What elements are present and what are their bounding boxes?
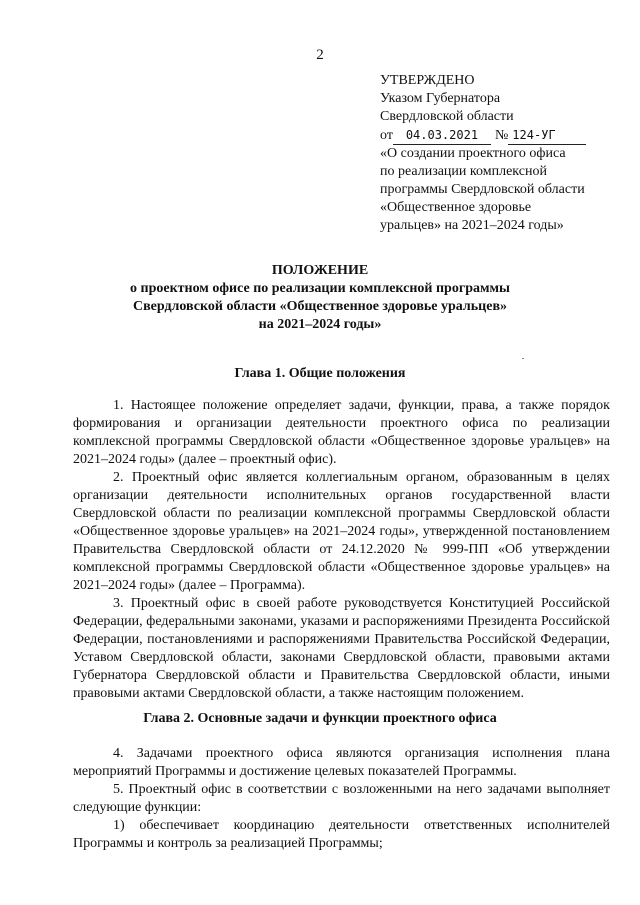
- approval-from-label: от: [380, 128, 393, 143]
- approval-line-1: Указом Губернатора: [380, 91, 501, 106]
- paragraph: 2. Проектный офис является коллегиальным органом, образованным в целях организации деятельности исполнительных органов государственной власти Свердловской области по реализации комплексной программы Свердловской области «Общественное здоровье уральцев» на 2021–2024 годы», утвержденной постановлением Правительства Свердловской области от 24.12.2020 № 999-ПП «Об утверждении комплексной программы Свердловской области «Общественное здоровье уральцев» на 2021–2024 годы» (далее – Программа).: [73, 470, 610, 593]
- paragraph: 1) обеспечивает координацию деятельности ответственных исполнителей Программы и контроль за реализацией Программы;: [73, 818, 610, 851]
- title-main: ПОЛОЖЕНИЕ: [271, 263, 369, 278]
- scan-speck: [522, 358, 524, 359]
- paragraph: 3. Проектный офис в своей работе руководствуется Конституцией Российской Федерации, федеральными законами, указами и распоряжениями Президента Российской Федерации, постановлениями и распоряжениями Правительства Российской Федерации, Уставом Свердловской области, законами Свердловской области, правовыми актами Губернатора Свердловской области и Правительства Свердловской области, иными правовыми актами Свердловской области, а также настоящим положением.: [73, 596, 610, 701]
- paragraph: 1. Настоящее положение определяет задачи, функции, права, а также порядок формирования и организации деятельности проектного офиса по реализации комплексной программы Свердловской области «Общественное здоровье уральцев» на 2021–2024 годы» (далее – проектный офис).: [73, 398, 610, 467]
- approval-subject-line: уральцев» на 2021–2024 годы»: [380, 218, 564, 233]
- approval-date-number-line: [380, 126, 620, 145]
- paragraph: 5. Проектный офис в соответствии с возложенными на него задачами выполняет следующие функции:: [73, 782, 610, 815]
- title-line: о проектном офисе по реализации комплексной программы: [130, 281, 510, 296]
- chapter-2-body: [73, 745, 610, 853]
- approval-number: 124-УГ: [508, 126, 586, 145]
- approval-line-2: Свердловской области: [380, 109, 514, 124]
- document-title: [0, 262, 640, 334]
- approval-number-label: №: [494, 128, 509, 143]
- approval-stamp: [380, 72, 620, 235]
- title-line: на 2021–2024 годы»: [258, 317, 382, 332]
- approval-subject-line: по реализации комплексной: [380, 164, 547, 179]
- approval-subject-line: «О создании проектного офиса: [380, 146, 566, 161]
- approval-heading: УТВЕРЖДЕНО: [380, 73, 475, 88]
- approval-date: 04.03.2021: [393, 126, 491, 145]
- paragraph: 4. Задачами проектного офиса являются организация исполнения плана мероприятий Программы и достижение целевых показателей Программы.: [73, 746, 610, 779]
- chapter-2-title: Глава 2. Основные задачи и функции проектного офиса: [143, 711, 497, 726]
- page-number: 2: [316, 47, 324, 63]
- approval-subject-line: «Общественное здоровье: [380, 200, 532, 215]
- title-line: Свердловской области «Общественное здоровье уральцев»: [132, 299, 507, 314]
- chapter-1-title: Глава 1. Общие положения: [234, 366, 406, 381]
- chapter-1-body: [73, 397, 610, 703]
- approval-subject-line: программы Свердловской области: [380, 182, 585, 197]
